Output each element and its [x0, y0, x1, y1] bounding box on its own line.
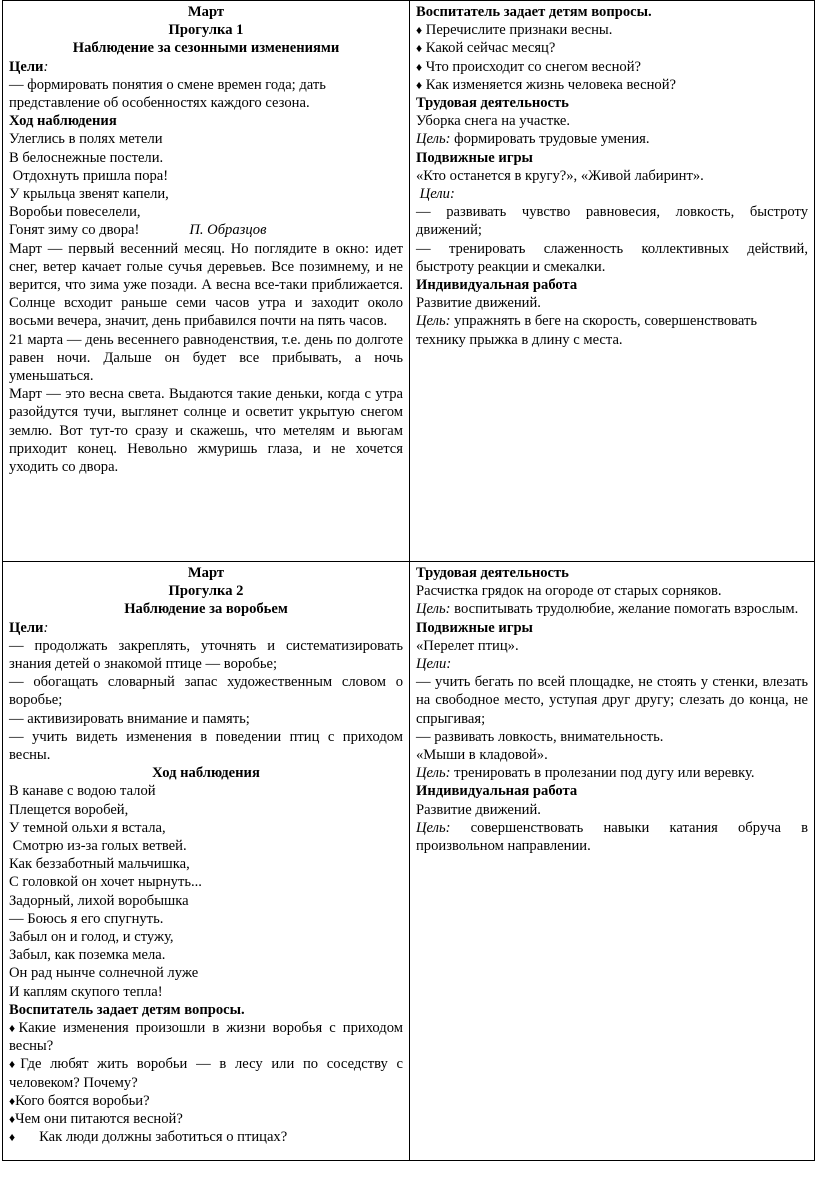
poem-line: Задорный, лихой воробышка: [9, 892, 189, 909]
individual-heading: Индивидуальная работа: [416, 783, 578, 800]
poem-line: Плещется воробей,: [9, 801, 129, 818]
poem-line: С головкой он хочет нырнуть...: [9, 874, 202, 891]
walk-1-right-cell: [410, 1, 815, 562]
goal-text: — формировать понятия о смене времен года; дать представление об особенностях каждого сезона.: [9, 76, 326, 112]
paragraph: 21 марта — день весеннего равноденствия, т.е. день по долготе равен ночи. Дальше он будет все прибывать, а ночь уменьшаться.: [9, 331, 403, 385]
goal-item: — учить видеть изменения в поведении птиц с приходом весны.: [9, 728, 403, 764]
poem-line: И каплям скупого тепла!: [9, 983, 163, 1000]
question-item: ♦ Перечислите признаки весны.: [416, 22, 613, 39]
games-goal: — учить бегать по всей площадке, не стоять у стенки, влезать на свободное место, уступая друг другу; слезать до конца, не спрыгивая;: [416, 674, 808, 727]
labor-text: Уборка снега на участке.: [416, 113, 571, 130]
poem-line: Отдохнуть пришла пора!: [9, 167, 169, 184]
walk-2-row: [3, 562, 815, 1161]
individual-text: Развитие движений.: [416, 295, 541, 312]
poem-line: Воробьи повеселели,: [9, 204, 141, 221]
month-heading: Март: [187, 4, 225, 20]
games-goal: — развивать ловкость, внимательность.: [416, 728, 664, 745]
labor-heading: Трудовая деятельность: [416, 95, 569, 112]
paragraph: Март — первый весенний месяц. Но поглядите в окно: идет снег, ветер качает голые сучья деревьев. Все позимнему, и не верится, что зима уже позади. А весна все-таки приближается. Солнце всходит раньше семи часов утра и заходит около восьми вечера, значит, день прибавился почти на пять часов.: [9, 240, 403, 330]
walk-title: Прогулка 2: [168, 583, 244, 600]
progress-heading: Ход наблюдения: [152, 765, 260, 782]
progress-heading: Ход наблюдения: [9, 113, 117, 130]
question-item: ♦Кого боятся воробьи?: [9, 1092, 150, 1109]
diamond-bullet-icon: ♦: [416, 77, 423, 92]
poem-line: Забыл, как поземка мела.: [9, 947, 166, 964]
diamond-bullet-icon: ♦: [9, 1021, 19, 1036]
question-item: ♦Какие изменения произошли в жизни воробья с приходом весны?: [9, 1020, 403, 1055]
walk-2-right-cell: [410, 562, 815, 1161]
document-page: [2, 0, 814, 1161]
observation-topic: Наблюдение за сезонными изменениями: [72, 40, 340, 57]
poem-line: Смотрю из-за голых ветвей.: [9, 838, 187, 855]
walk-1-left-cell: [3, 1, 410, 562]
questions-heading: Воспитатель задает детям вопросы.: [9, 1001, 245, 1018]
goal-item: — продолжать закреплять, уточнять и систематизировать знания детей о знакомой птице — воробье;: [9, 637, 403, 673]
diamond-bullet-icon: ♦: [9, 1130, 16, 1145]
questions-heading: Воспитатель задает детям вопросы.: [416, 4, 652, 20]
poem-line: У темной ольхи я встала,: [9, 819, 166, 836]
question-item: ♦Где любят жить воробьи — в лесу или по соседству с человеком? Почему?: [9, 1056, 403, 1091]
game-goal: Цель: тренировать в пролезании под дугу или веревку.: [416, 765, 755, 782]
individual-text: Развитие движений.: [416, 801, 541, 818]
poem-last-line: Гонят зиму со двора! П. Образцов: [9, 222, 267, 239]
paragraph: Март — это весна света. Выдаются такие деньки, когда с утра разойдутся тучи, выглянет солнце и осветит укрытую снегом землю. Вот тут-то сразу и скажешь, что метелям и вьюгам приходит конец. Невольно жмуришь глаза, и не хочется уходить со двора.: [9, 386, 403, 476]
games-text: «Кто останется в кругу?», «Живой лабиринт».: [416, 167, 704, 184]
diamond-bullet-icon: ♦: [416, 41, 423, 56]
games-goals-label: Цели:: [416, 186, 455, 203]
labor-heading: Трудовая деятельность: [416, 565, 569, 581]
walk-2-left-cell: [3, 562, 410, 1161]
games-heading: Подвижные игры: [416, 619, 533, 636]
diamond-bullet-icon: ♦: [9, 1112, 16, 1127]
diamond-bullet-icon: ♦: [416, 23, 423, 38]
poem-line: Улеглись в полях метели: [9, 131, 163, 148]
goals-label: Цели:: [9, 58, 49, 75]
labor-goal: Цель: формировать трудовые умения.: [416, 131, 650, 148]
labor-goal: Цель: воспитывать трудолюбие, желание помогать взрослым.: [416, 601, 799, 618]
poem: [9, 782, 403, 1000]
games-goal: — развивать чувство равновесия, ловкость, быстроту движений;: [416, 204, 808, 239]
diamond-bullet-icon: ♦: [416, 59, 423, 74]
question-item: ♦Чем они питаются весной?: [9, 1111, 183, 1128]
question-item: ♦ Какой сейчас месяц?: [416, 40, 556, 57]
poem-line: В белоснежные постели.: [9, 149, 164, 166]
poem: [9, 130, 403, 239]
poem-line: У крыльца звенят капели,: [9, 186, 169, 203]
diamond-bullet-icon: ♦: [9, 1057, 21, 1072]
question-item: ♦ Как изменяется жизнь человека весной?: [416, 76, 676, 93]
poem-line: — Боюсь я его спугнуть.: [9, 910, 164, 927]
walk-1-row: [3, 1, 815, 562]
poem-line: В канаве с водою талой: [9, 783, 156, 800]
diamond-bullet-icon: ♦: [9, 1093, 16, 1108]
question-item: ♦ Что происходит со снегом весной?: [416, 58, 642, 75]
individual-goal: Цель: упражнять в беге на скорость, совершенствовать технику прыжка в длину с места.: [416, 313, 757, 348]
observation-topic: Наблюдение за воробьем: [124, 601, 288, 618]
poem-author: П. Образцов: [189, 222, 267, 239]
question-item: ♦ Как люди должны заботиться о птицах?: [9, 1129, 288, 1146]
goal-item: — активизировать внимание и память;: [9, 710, 250, 727]
games-goal: — тренировать слаженность коллективных действий, быстроту реакции и смекалки.: [416, 240, 808, 275]
labor-text: Расчистка грядок на огороде от старых сорняков.: [416, 583, 722, 600]
game-name: «Перелет птиц».: [416, 637, 519, 654]
walks-table: [2, 0, 815, 1161]
games-goals-label: Цели:: [416, 656, 452, 673]
individual-goal: Цель: совершенствовать навыки катания обруча в произвольном направлении.: [416, 819, 808, 855]
month-heading: Март: [187, 565, 225, 581]
walk-title: Прогулка 1: [168, 22, 244, 39]
poem-line: Как беззаботный мальчишка,: [9, 856, 190, 873]
game-name: «Мыши в кладовой».: [416, 747, 548, 764]
poem-line: Он рад нынче солнечной луже: [9, 965, 199, 982]
individual-heading: Индивидуальная работа: [416, 277, 578, 294]
goal-item: — обогащать словарный запас художественным словом о воробье;: [9, 674, 403, 709]
games-heading: Подвижные игры: [416, 149, 533, 166]
goals-label: Цели:: [9, 619, 49, 636]
poem-line: Забыл он и голод, и стужу,: [9, 929, 174, 946]
